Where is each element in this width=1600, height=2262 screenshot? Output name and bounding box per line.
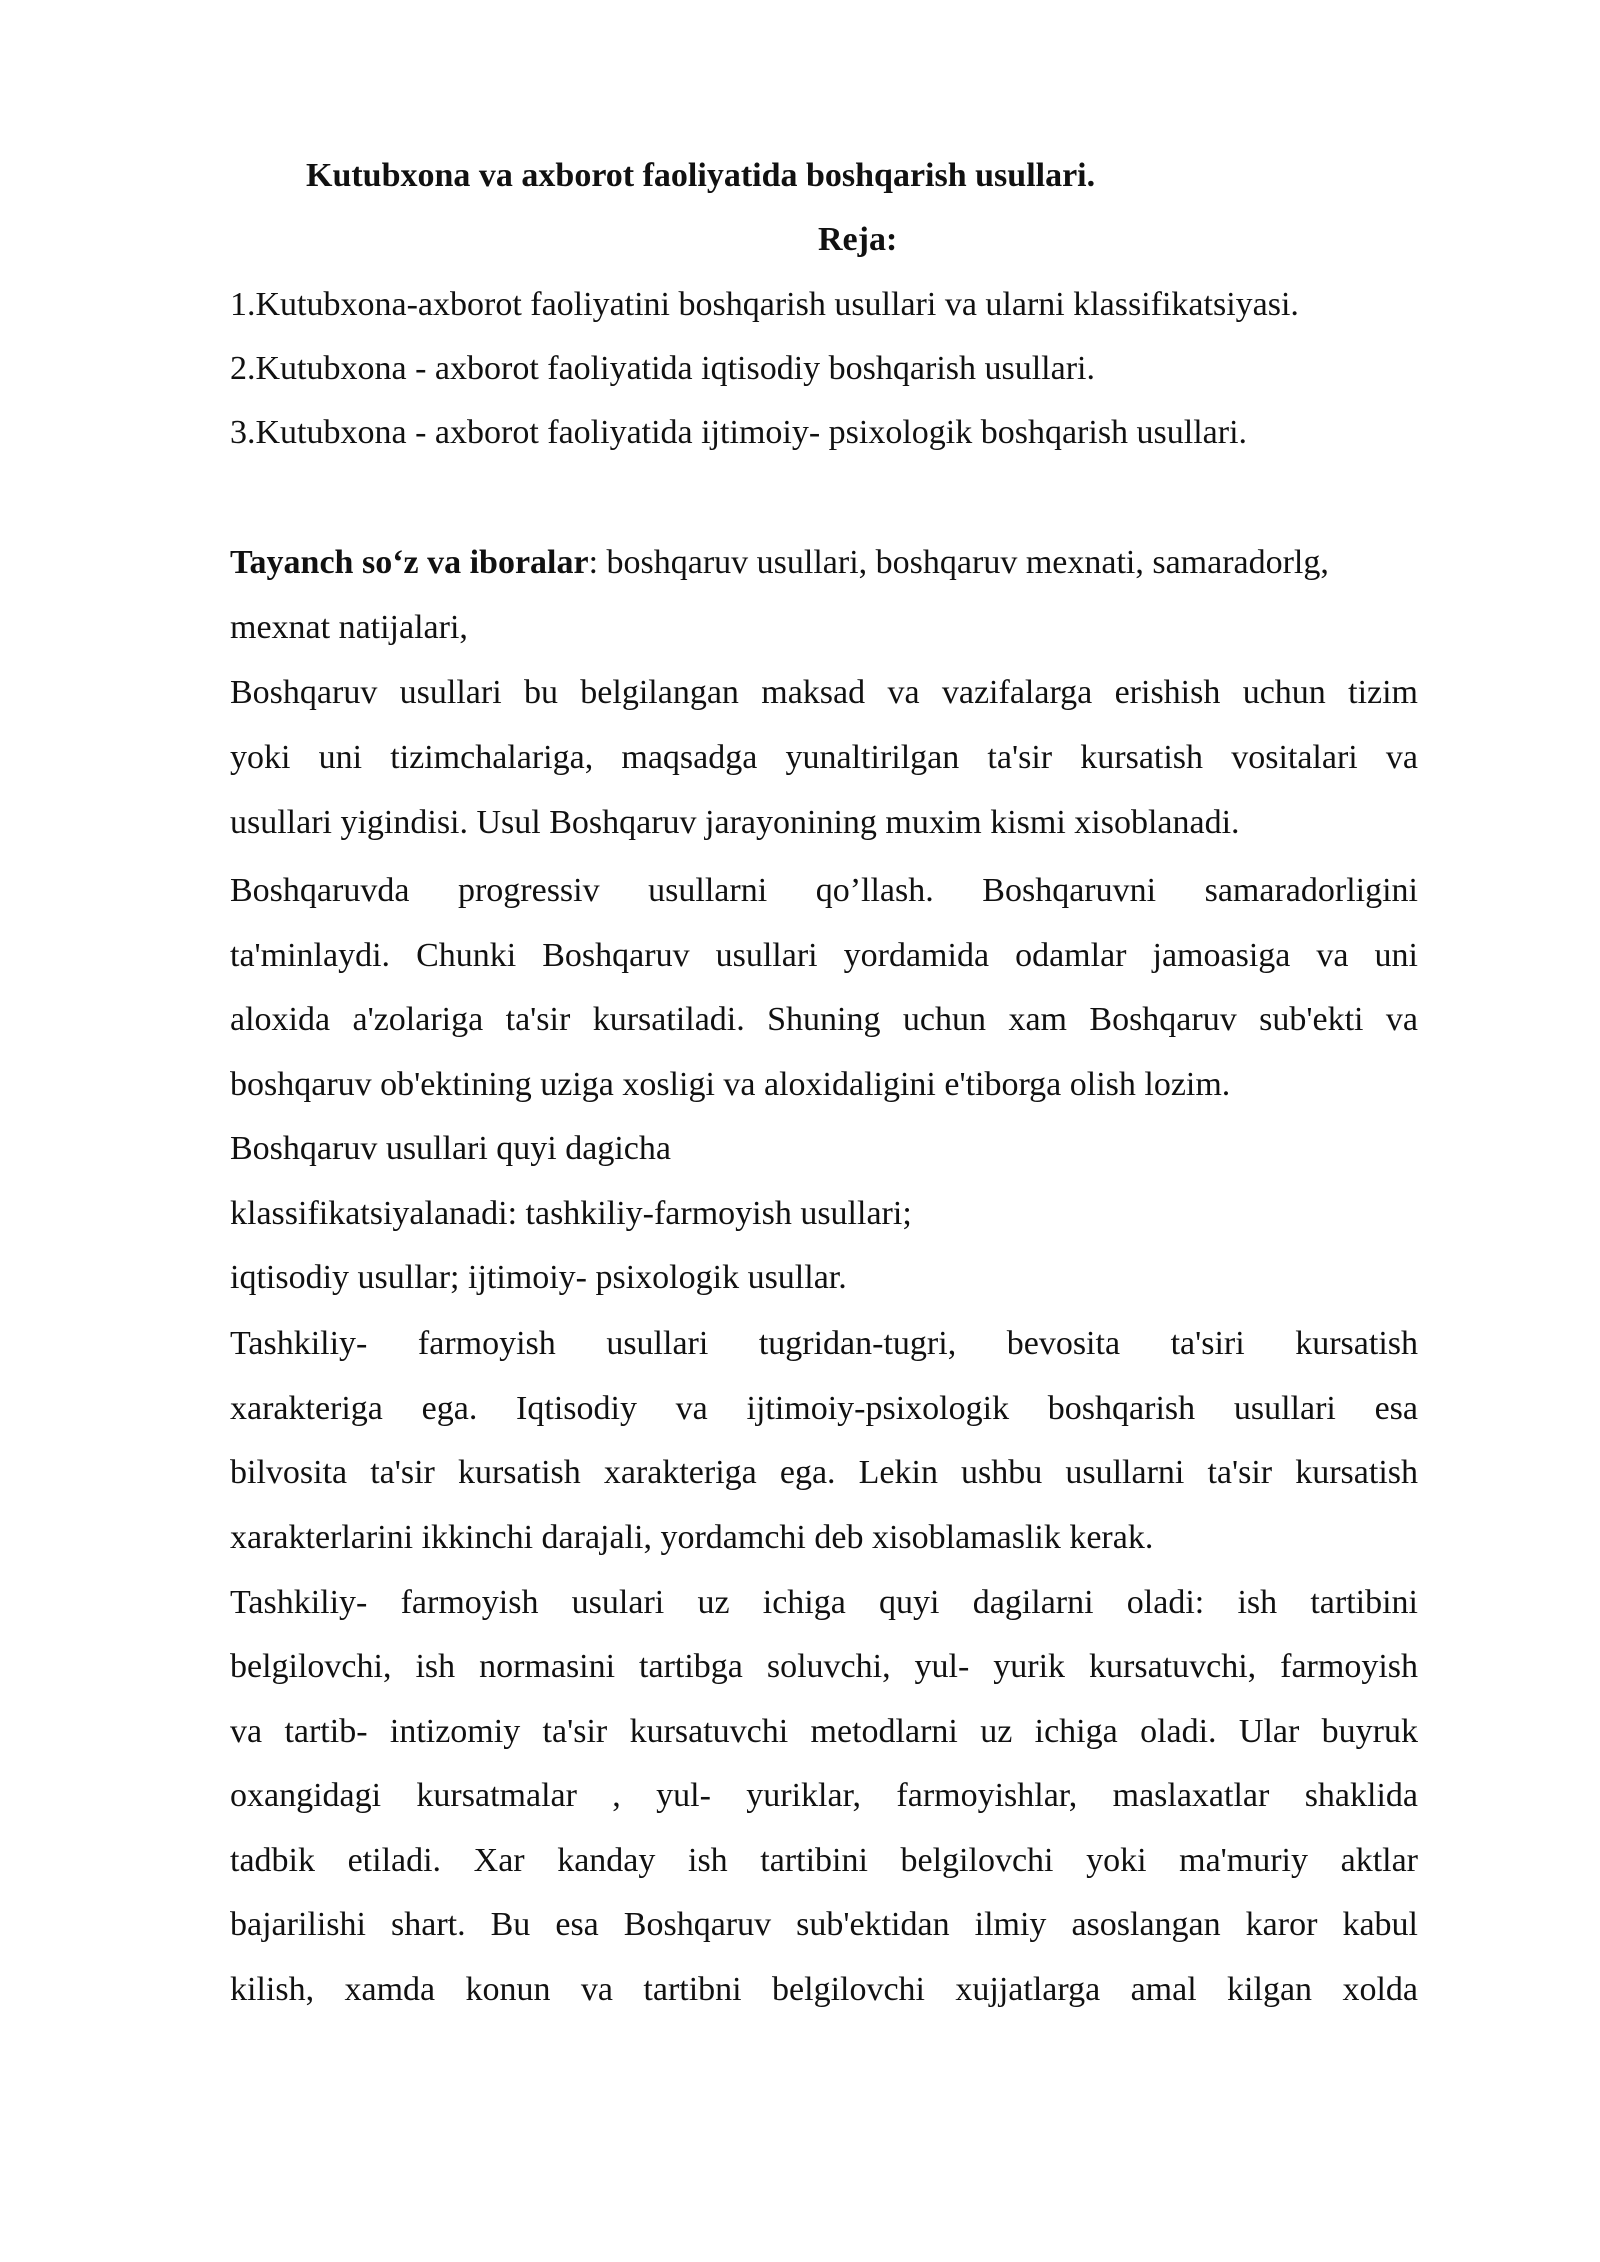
body-line: Boshqaruv usullari quyi dagicha — [230, 1130, 671, 1167]
body-line: oxangidagi kursatmalar , yul- yuriklar, farmoyishlar, maslaxatlar shaklida — [230, 1777, 1418, 1814]
body-line: Tashkiliy- farmoyish usulari uz ichiga quyi dagilarni oladi: ish tartibini — [230, 1584, 1418, 1621]
body-line: Boshqaruv usullari bu belgilangan maksad va vazifalarga erishish uchun tizim — [230, 674, 1418, 711]
body-line: bilvosita ta'sir kursatish xarakteriga ega. Lekin ushbu usullarni ta'sir kursatish — [230, 1454, 1418, 1491]
body-line: iqtisodiy usullar; ijtimoiy- psixologik usullar. — [230, 1259, 847, 1296]
body-line: Boshqaruvda progressiv usullarni qo’llash. Boshqaruvni samaradorligini — [230, 872, 1418, 909]
keywords-text: : boshqaruv usullari, boshqaruv mexnati, samaradorlg, — [588, 544, 1329, 581]
plan-item: 1.Kutubxona-axborot faoliyatini boshqarish usullari va ularni klassifikatsiyasi. — [230, 286, 1299, 323]
plan-item: 3.Kutubxona - axborot faoliyatida ijtimoiy- psixologik boshqarish usullari. — [230, 414, 1248, 451]
body-line: mexnat natijalari, — [230, 609, 468, 646]
body-line: tadbik etiladi. Xar kanday ish tartibini belgilovchi yoki ma'muriy aktlar — [230, 1842, 1418, 1879]
body-line: va tartib- intizomiy ta'sir kursatuvchi metodlarni uz ichiga oladi. Ular buyruk — [230, 1713, 1418, 1750]
body-line: boshqaruv ob'ektining uziga xosligi va aloxidaligini e'tiborga olish lozim. — [230, 1066, 1231, 1103]
body-line: yoki uni tizimchalariga, maqsadga yunaltirilgan ta'sir kursatish vositalari va — [230, 739, 1418, 776]
body-line: xarakterlarini ikkinchi darajali, yordamchi deb xisoblamaslik kerak. — [230, 1519, 1154, 1556]
body-line: kilish, xamda konun va tartibni belgilovchi xujjatlarga amal kilgan xolda — [230, 1971, 1418, 2008]
body-line: Tashkiliy- farmoyish usullari tugridan-tugri, bevosita ta'siri kursatish — [230, 1325, 1418, 1362]
body-line: bajarilishi shart. Bu esa Boshqaruv sub'ektidan ilmiy asoslangan karor kabul — [230, 1906, 1418, 1943]
document-title: Kutubxona va axborot faoliyatida boshqarish usullari. — [306, 157, 1096, 194]
body-line: usullari yigindisi. Usul Boshqaruv jarayonining muxim kismi xisoblanadi. — [230, 804, 1240, 841]
keywords-line — [230, 543, 1329, 583]
keywords-label: Tayanch so‘z va iboralar — [230, 544, 589, 581]
body-line: belgilovchi, ish normasini tartibga soluvchi, yul- yurik kursatuvchi, farmoyish — [230, 1648, 1418, 1685]
body-line: ta'minlaydi. Chunki Boshqaruv usullari yordamida odamlar jamoasiga va uni — [230, 937, 1418, 974]
body-line: xarakteriga ega. Iqtisodiy va ijtimoiy-psixologik boshqarish usullari esa — [230, 1390, 1418, 1427]
plan-item: 2.Kutubxona - axborot faoliyatida iqtisodiy boshqarish usullari. — [230, 350, 1095, 387]
plan-heading: Reja: — [818, 221, 898, 258]
body-line: klassifikatsiyalanadi: tashkiliy-farmoyish usullari; — [230, 1195, 912, 1232]
body-line: aloxida a'zolariga ta'sir kursatiladi. Shuning uchun xam Boshqaruv sub'ekti va — [230, 1001, 1418, 1038]
